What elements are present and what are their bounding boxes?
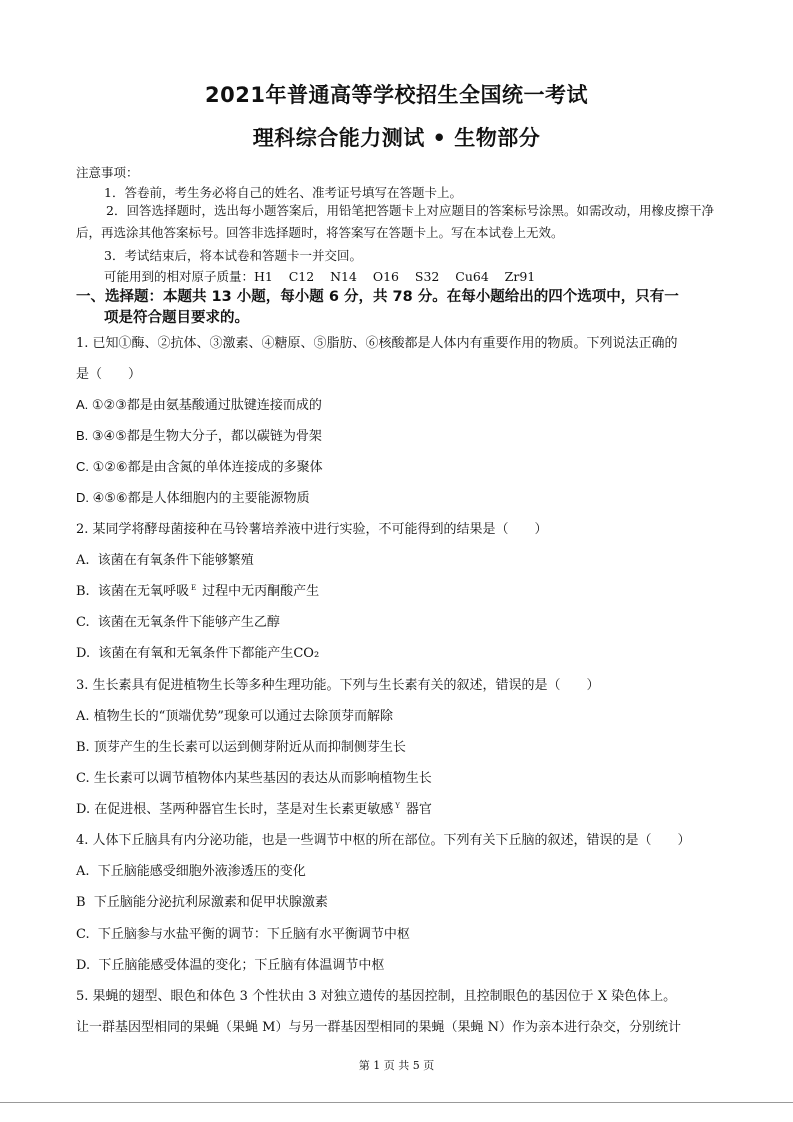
- option-b-text-rest: 过程中无丙酮酸产生: [202, 584, 320, 599]
- notice-item-2: 2．回答选择题时，选出每小题答案后，用铅笔把答题卡上对应题目的答案标号涂黑。如需改动，用橡皮擦干净后，再选涂其他答案标号。回答非选择题时，将答案写在答题卡上。写在本试卷上无效。: [76, 203, 714, 240]
- question-5-stem-cont: 让一群基因型相同的果蝇（果蝇 M）与另一群基因型相同的果蝇（果蝇 N）作为亲本进行杂交，分别统计: [76, 1020, 681, 1035]
- question-4-option-a: A. 下丘脑能感受细胞外液渗透压的变化: [76, 864, 306, 879]
- page-footer: 第 1 页 共 5 页: [358, 1059, 435, 1072]
- question-1-option-d: D. ④⑤⑥都是人体细胞内的主要能源物质: [76, 490, 310, 505]
- question-4-option-b: B 下丘脑能分泌抗利尿激素和促甲状腺激素: [76, 895, 328, 910]
- question-4-option-c: C. 下丘脑参与水盐平衡的调节：下丘脑有水平衡调节中枢: [76, 927, 410, 942]
- question-1-option-b: B. ③④⑤都是生物大分子，都以碳链为骨架: [76, 428, 322, 443]
- watermark-mark: E: [190, 583, 197, 592]
- question-3-option-d: [76, 798, 432, 817]
- question-2-option-d: D. 该菌在有氧和无氧条件下都能产生CO₂: [76, 646, 320, 661]
- exam-title: 2021年普通高等学校招生全国统一考试: [205, 83, 588, 107]
- question-2-option-a: A. 该菌在有氧条件下能够繁殖: [76, 553, 254, 568]
- notice-item-3: 3．考试结束后，将本试卷和答题卡一并交回。: [104, 248, 362, 263]
- question-2-option-b: [76, 580, 319, 599]
- option-b-text: B. 该菌在无氧呼吸: [76, 584, 189, 599]
- question-3-option-a: A. 植物生长的“顶端优势”现象可以通过去除顶芽而解除: [76, 709, 393, 724]
- question-3-stem: 3. 生长素具有促进植物生长等多种生理功能。下列与生长素有关的叙述，错误的是（ ）: [76, 678, 600, 693]
- watermark-mark: Y: [395, 801, 400, 810]
- question-4-stem: 4. 人体下丘脑具有内分泌功能，也是一些调节中枢的所在部位。下列有关下丘脑的叙述，错误的是（ ）: [76, 833, 691, 848]
- bottom-divider: [0, 1102, 793, 1103]
- notice-heading: 注意事项：: [76, 165, 139, 180]
- question-1-option-c: C. ①②⑥都是由含氮的单体连接成的多聚体: [76, 459, 323, 474]
- question-4-option-d: D. 下丘脑能感受体温的变化；下丘脑有体温调节中枢: [76, 958, 385, 973]
- section-heading-line2: 项是符合题目要求的。: [104, 310, 249, 326]
- option-d-text: D. 在促进根、茎两种器官生长时，茎是对生长素更敏感: [76, 802, 394, 817]
- question-1-stem-cont: 是（ ）: [76, 367, 142, 382]
- notice-item-1: 1．答卷前，考生务必将自己的姓名、准考证号填写在答题卡上。: [104, 185, 462, 200]
- question-5-stem: 5. 果蝇的翅型、眼色和体色 3 个性状由 3 对独立遗传的基因控制，且控制眼色的基因位于 X 染色体上。: [76, 989, 677, 1004]
- question-3-option-b: B. 顶芽产生的生长素可以运到侧芽附近从而抑制侧芽生长: [76, 740, 406, 755]
- atomic-mass-line: 可能用到的相对原子质量：H1 C12 N14 O16 S32 Cu64 Zr91: [104, 269, 536, 284]
- section-heading-line1: 一、选择题：本题共 13 小题，每小题 6 分，共 78 分。在每小题给出的四个选项中，只有一: [76, 289, 679, 305]
- exam-subtitle: 理科综合能力测试 • 生物部分: [252, 126, 541, 150]
- question-2-option-c: C. 该菌在无氧条件下能够产生乙醇: [76, 615, 280, 630]
- question-1-option-a: A. ①②③都是由氨基酸通过肽键连接而成的: [76, 397, 322, 412]
- question-2-stem: 2. 某同学将酵母菌接种在马铃薯培养液中进行实验，不可能得到的结果是（ ）: [76, 522, 548, 537]
- question-3-option-c: C. 生长素可以调节植物体内某些基因的表达从而影响植物生长: [76, 771, 432, 786]
- option-d-text-rest: 器官: [405, 802, 432, 817]
- question-1-stem: 1. 已知①酶、②抗体、③激素、④糖原、⑤脂肪、⑥核酸都是人体内有重要作用的物质。下列说法正确的: [76, 336, 678, 351]
